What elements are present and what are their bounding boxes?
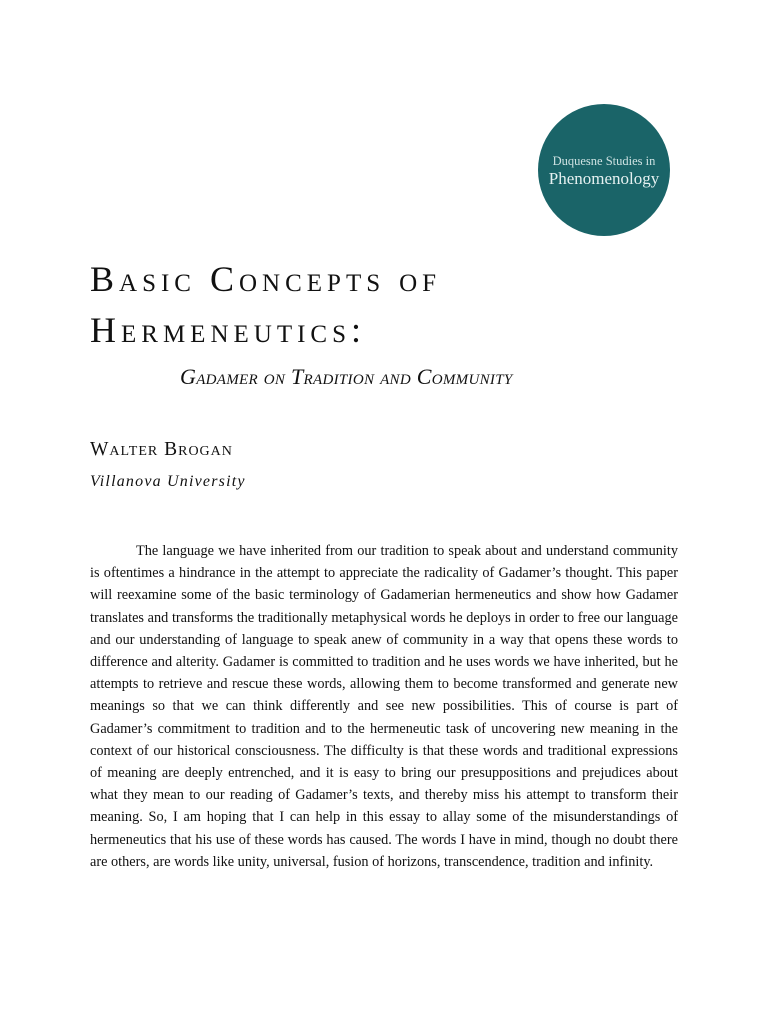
series-logo-line1: Duquesne Studies in [552,154,656,168]
series-logo-badge [538,104,670,236]
paper-subtitle: Gadamer on Tradition and Community [180,364,513,389]
paper-title [90,254,441,356]
author-name: Walter Brogan [90,439,233,460]
author-affiliation: Villanova University [90,473,246,490]
series-logo-line2: Phenomenology [548,169,660,188]
paper-title-line2: Hermeneutics: [90,310,366,350]
paper-title-line1: Basic Concepts of [90,259,442,299]
abstract-paragraph: The language we have inherited from our tradition to speak about and understand community is oftentimes a hindrance in the attempt to appreciate the radicality of Gadamer’s thought. This paper will reexamine some of the basic terminology of Gadamerian hermeneutics and show how Gadamer translates and transforms the traditionally metaphysical words he deploys in order to free our language and our understanding of language to speak anew of community in a way that opens these words to difference and alterity. Gadamer is committed to tradition and he uses words we have inherited, but he attempts to retrieve and rescue these words, allowing them to become transformed and generate new meanings so that we can think differently and see new possibilities. This of course is part of Gadamer’s commitment to tradition and to the hermeneutic task of uncovering new meaning in the context of our historical consciousness. The difficulty is that these words and traditional expressions of meaning are deeply entrenched, and it is easy to bring our presuppositions and prejudices about what they mean to our reading of Gadamer’s texts, and thereby miss his attempt to transform their meaning. So, I am hoping that I can help in this essay to allay some of the misunderstandings of hermeneutics that his use of these words has caused. The words I have in mind, though no doubt there are others, are words like unity, universal, fusion of horizons, transcendence, tradition and infinity. [90,543,678,870]
